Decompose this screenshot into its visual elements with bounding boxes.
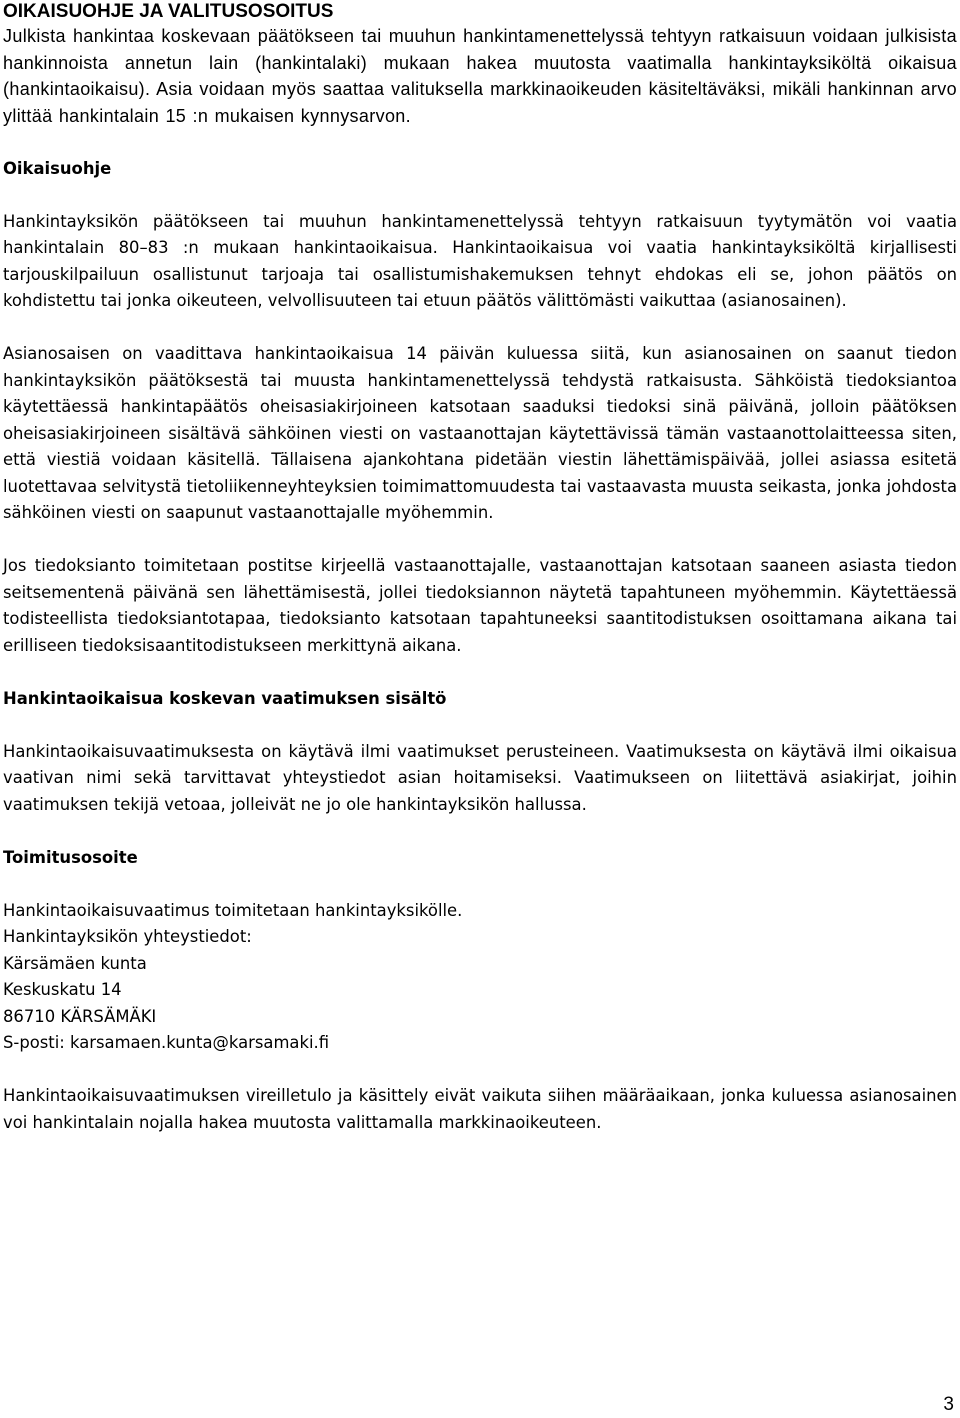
intro-paragraph: Julkista hankintaa koskevaan päätökseen tai muuhun hankintamenettelyssä tehtyyn ratkaisuun voidaan julkisista hankinnoista annetun lain (hankintalaki) mukaan hakea muutosta vaatimalla hankintayksiköltä oikaisua (hankintaoikaisu). Asia voidaan myös saattaa valituksella markkinaoikeuden käsiteltäväksi, mikäli hankinnan arvo ylittää hankintalain 15 :n mukaisen kynnysarvon. — [3, 26, 957, 126]
address-line-5: 86710 KÄRSÄMÄKI — [3, 1006, 157, 1026]
address-line-4: Keskuskatu 14 — [3, 980, 122, 999]
oikaisuohje-paragraph-3: Jos tiedoksianto toimitetaan postitse kirjeellä vastaanottajalle, vastaanottajan katsotaan saaneen asiasta tiedon seitsementenä päivänä sen lähettämisestä, jollei tiedoksiannon näytetä tapahtuneen myöhemmin. Käytettäessä todisteellista tiedoksiantotapaa, tiedoksianto katsotaan tapahtuneeksi saantitodistuksen osoittamana aikana tai erilliseen tiedoksisaantitodistukseen merkittynä aikana. — [3, 556, 957, 655]
address-line-2: Hankintayksikön yhteystiedot: — [3, 927, 252, 946]
oikaisuohje-paragraph-2: Asianosaisen on vaadittava hankintaoikaisua 14 päivän kuluessa siitä, kun asianosainen on saanut tiedon hankintayksikön päätöksestä tai muusta hankintamenettelyssä tehdystä ratkaisusta. Sähköistä tiedoksiantoa käytettäessä hankintapäätös oheisasiakirjoineen katsotaan saaduksi tiedoksi sinä päivänä, jolloin päätöksen oheisasiakirjoineen sisältävä sähköinen viesti on vastaanottajan käytettävissä tämän vastaanottolaitteessa siten, että viestiä voidaan käsitellä. Tällaisena ajankohtana pidetään viestin lähettämispäivää, jollei asiassa esitetä luotettavaa selvitystä tietoliikenneyhteyksien toimimattomuudesta tai vastaavasta muusta seikasta, jonka johdosta sähköinen viesti on saapunut vastaanottajalle myöhemmin. — [3, 344, 957, 522]
section-heading-toimitusosoite: Toimitusosoite — [3, 847, 138, 867]
section-heading-sisalto: Hankintaoikaisua koskevan vaatimuksen sisältö — [3, 688, 447, 708]
section-heading-oikaisuohje: Oikaisuohje — [3, 158, 112, 178]
intro-section — [3, 23, 957, 129]
address-line-3: Kärsämäen kunta — [3, 953, 147, 973]
closing-paragraph: Hankintaoikaisuvaatimuksen vireilletulo ja käsittely eivät vaikuta siihen määräaikaan, jonka kuluessa asianosainen voi hankintalain nojalla hakea muutosta valittamalla markkinaoikeuteen. — [3, 1086, 957, 1132]
document-title: OIKAISUOHJE JA VALITUSOSOITUS — [3, 1, 334, 22]
document-page — [3, 0, 957, 1136]
email-line: S-posti: karsamaen.kunta@karsamaki.fi — [3, 1033, 330, 1052]
address-line-1: Hankintaoikaisuvaatimus toimitetaan hankintayksikölle. — [3, 900, 463, 920]
sisalto-paragraph: Hankintaoikaisuvaatimuksesta on käytävä ilmi vaatimukset perusteineen. Vaatimuksesta on käytävä ilmi oikaisua vaativan nimi sekä tarvittavat yhteystiedot asian hoitamiseksi. Vaatimukseen on liitettävä asiakirjat, joihin vaatimuksen tekijä vetoaa, jolleivät ne jo ole hankintayksikön hallussa. — [3, 741, 957, 814]
oikaisuohje-paragraph-1: Hankintayksikön päätökseen tai muuhun hankintamenettelyssä tehtyyn ratkaisuun tyytymätön voi vaatia hankintalain 80–83 :n mukaan hankintaoikaisua. Hankintaoikaisua voi vaatia hankintayksiköltä kirjallisesti tarjouskilpailuun osallistunut tarjoaja tai osallistumishakemuksen tehnyt ehdokas eli se, johon päätös on kohdistettu tai jonka oikeuteen, velvollisuuteen tai etuun päätös välittömästi vaikuttaa (asianosainen). — [3, 211, 957, 310]
page-number: 3 — [943, 1394, 954, 1415]
